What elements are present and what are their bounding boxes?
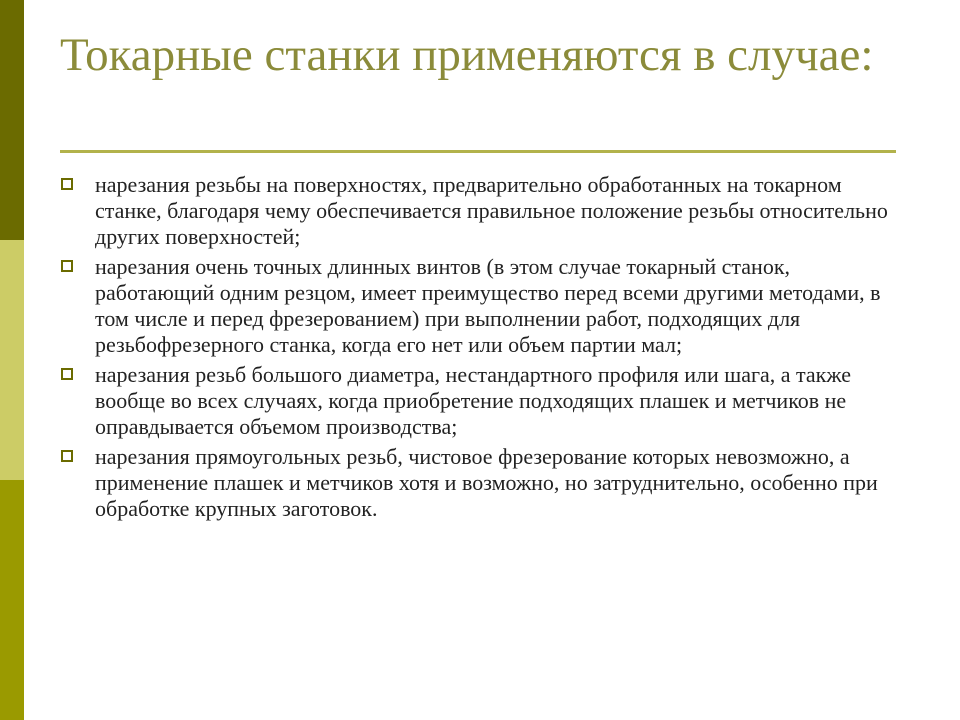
bullet-item (60, 172, 910, 250)
sidebar-decoration-top (0, 0, 24, 240)
sidebar-decoration-bottom (0, 480, 24, 720)
square-bullet-icon (61, 450, 73, 462)
bullet-list (60, 172, 910, 526)
bullet-text: нарезания резьб большого диаметра, нестандартного профиля или шага, а также вообще во всех случаях, когда приобретение подходящих плашек и метчиков не оправдывается объемом производства; (95, 362, 852, 439)
square-bullet-icon (61, 178, 73, 190)
sidebar-decoration-middle (0, 240, 24, 480)
slide-title: Токарные станки применяются в случае: (60, 29, 874, 81)
title-divider (60, 150, 896, 153)
square-bullet-icon (61, 260, 73, 272)
bullet-item (60, 362, 910, 440)
bullet-text: нарезания прямоугольных резьб, чистовое фрезерование которых невозможно, а применение плашек и метчиков хотя и возможно, но затруднительно, особенно при обработке крупных заготовок. (95, 444, 878, 521)
bullet-text: нарезания резьбы на поверхностях, предварительно обработанных на токарном станке, благодаря чему обеспечивается правильное положение резьбы относительно других поверхностей; (95, 172, 888, 249)
bullet-item (60, 444, 910, 522)
square-bullet-icon (61, 368, 73, 380)
bullet-text: нарезания очень точных длинных винтов (в этом случае токарный станок, работающий одним резцом, имеет преимущество перед всеми другими методами, в том числе и перед фрезерованием) при выполнении работ, подходящих для резьбофрезерного станка, когда его нет или объем партии мал; (95, 254, 881, 357)
bullet-item (60, 254, 910, 358)
